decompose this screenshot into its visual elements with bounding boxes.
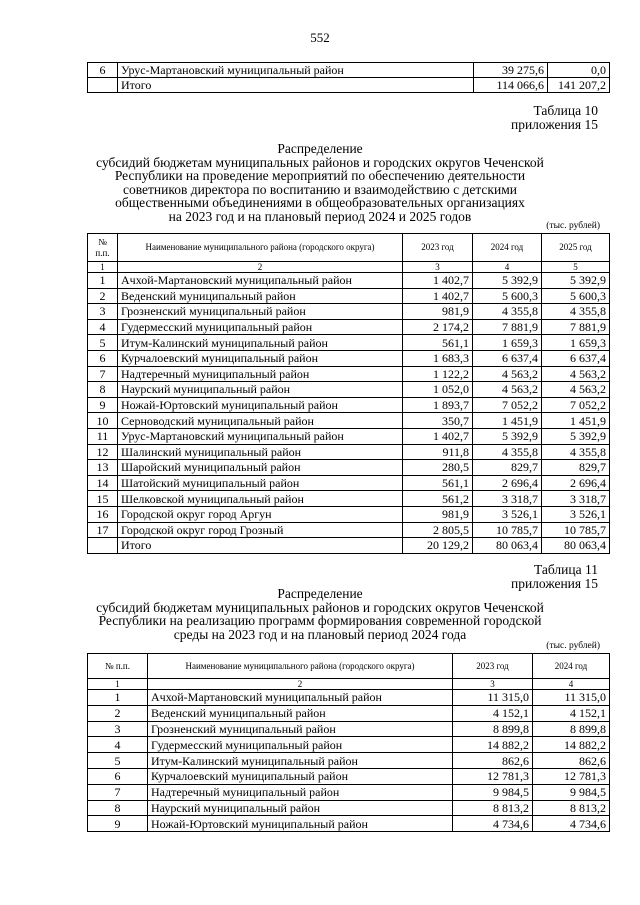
index-cell: 1	[88, 679, 148, 690]
row-value-2023: 2 805,5	[403, 522, 473, 538]
index-cell: 3	[453, 679, 533, 690]
table10-unit: (тыс. рублей)	[546, 221, 600, 231]
table-row	[88, 63, 610, 78]
table-row	[88, 800, 610, 816]
row-value-2024: 1 451,9	[473, 413, 542, 429]
row-value-2023: 981,9	[403, 304, 473, 320]
row-value-2025: 80 063,4	[542, 538, 610, 554]
row-value-2023: 561,1	[403, 475, 473, 491]
row-name: Шелковской муниципальный район	[118, 491, 403, 507]
table11-heading: Распределение субсидий бюджетам муниципальных районов и городских округов Чеченской Республики на реализацию программ формирования современной городской среды на 2023 год и на плановый период 2024 года	[96, 586, 544, 642]
row-value-2024: 4 563,2	[473, 366, 542, 382]
table-row	[88, 428, 610, 444]
row-value-2024: 5 600,3	[473, 288, 542, 304]
row-number: 3	[88, 304, 118, 320]
row-name: Ачхой-Мартановский муниципальный район	[118, 273, 403, 289]
row-value-2023: 561,2	[403, 491, 473, 507]
row-number: 4	[88, 319, 118, 335]
row-value-2025: 1 659,3	[542, 335, 610, 351]
row-value-2024: 4 152,1	[533, 705, 610, 721]
row-value-2024: 4 355,8	[473, 444, 542, 460]
row-value-2025: 4 563,2	[542, 366, 610, 382]
index-cell: 1	[88, 262, 118, 273]
table11-unit: (тыс. рублей)	[546, 641, 600, 651]
row-value-2023: 8 899,8	[453, 721, 533, 737]
row-value-2024: 4 355,8	[473, 304, 542, 320]
row-value-2025: 5 392,9	[542, 273, 610, 289]
row-value-2024: 1 659,3	[473, 335, 542, 351]
row-value-2025: 4 355,8	[542, 444, 610, 460]
row-value-2024: 829,7	[473, 460, 542, 476]
row-name: Городской округ город Грозный	[118, 522, 403, 538]
row-value-2023: 4 734,6	[453, 816, 533, 832]
row-number: 14	[88, 475, 118, 491]
row-number: 8	[88, 800, 148, 816]
row-name: Наурский муниципальный район	[148, 800, 453, 816]
table-row	[88, 319, 610, 335]
row-value-2024: 9 984,5	[533, 784, 610, 800]
row-number: 5	[88, 753, 148, 769]
row-value-2025: 2 696,4	[542, 475, 610, 491]
row-name: Грозненский муниципальный район	[148, 721, 453, 737]
row-name: Курчалоевский муниципальный район	[118, 350, 403, 366]
table-row	[88, 705, 610, 721]
page-number: 552	[310, 30, 330, 45]
row-name: Курчалоевский муниципальный район	[148, 768, 453, 784]
row-name: Гудермесский муниципальный район	[148, 737, 453, 753]
table-row	[88, 366, 610, 382]
row-value-2023: 981,9	[403, 506, 473, 522]
row-value-2024: 2 696,4	[473, 475, 542, 491]
table10-heading: Распределение субсидий бюджетам муниципальных районов и городских округов Чеченской Республики на проведение мероприятий по обеспечению деятельности советников директора по воспитанию и взаимодействию с детскими общественными объединениями в общеобразовательных организациях на 2023 год и на плановый период 2024 и 2025 годов	[96, 141, 544, 224]
table-row	[88, 304, 610, 320]
row-value-2023: 862,6	[453, 753, 533, 769]
row-name: Итум-Калинский муниципальный район	[148, 753, 453, 769]
table-row	[88, 784, 610, 800]
row-value-2023: 9 984,5	[453, 784, 533, 800]
col-header-2024: 2024 год	[473, 234, 542, 262]
row-name: Городской округ город Аргун	[118, 506, 403, 522]
table10-caption: Таблица 10 приложения 15	[510, 103, 598, 132]
row-value-2025: 3 526,1	[542, 506, 610, 522]
table-row	[88, 444, 610, 460]
index-cell: 5	[542, 262, 610, 273]
row-value-2023: 1 402,7	[403, 428, 473, 444]
index-cell: 3	[403, 262, 473, 273]
row-value-2025: 5 392,9	[542, 428, 610, 444]
row-value-2025: 7 881,9	[542, 319, 610, 335]
table-row	[88, 737, 610, 753]
row-number	[88, 78, 118, 93]
row-value-2023: 1 683,3	[403, 350, 473, 366]
row-number: 11	[88, 428, 118, 444]
row-value-2024: 4 734,6	[533, 816, 610, 832]
row-value-2023: 1 402,7	[403, 288, 473, 304]
row-number: 17	[88, 522, 118, 538]
row-number: 4	[88, 737, 148, 753]
row-number: 16	[88, 506, 118, 522]
table11-caption: Таблица 11 приложения 15	[510, 562, 598, 591]
row-number: 13	[88, 460, 118, 476]
row-value-2023: 350,7	[403, 413, 473, 429]
continued-table	[87, 62, 610, 93]
row-value-2024: 6 637,4	[473, 350, 542, 366]
row-value-2025: 7 052,2	[542, 397, 610, 413]
col-header-2023: 2023 год	[403, 234, 473, 262]
row-name: Ачхой-Мартановский муниципальный район	[148, 690, 453, 706]
row-value-2024: 10 785,7	[473, 522, 542, 538]
table-row	[88, 816, 610, 832]
row-number: 6	[88, 768, 148, 784]
col-header-2023: 2023 год	[453, 654, 533, 679]
row-value-2024: 8 813,2	[533, 800, 610, 816]
table-row	[88, 768, 610, 784]
table-row	[88, 475, 610, 491]
row-name: Итум-Калинский муниципальный район	[118, 335, 403, 351]
table-row	[88, 753, 610, 769]
row-value-2025: 6 637,4	[542, 350, 610, 366]
row-value-2023: 1 052,0	[403, 382, 473, 398]
col-header-name: Наименование муниципального района (городского округа)	[118, 234, 403, 262]
row-number	[88, 538, 118, 554]
row-value-2024: 5 392,9	[473, 428, 542, 444]
row-name: Урус-Мартановский муниципальный район	[118, 428, 403, 444]
row-value-2024: 5 392,9	[473, 273, 542, 289]
row-value-2024: 11 315,0	[533, 690, 610, 706]
row-number: 7	[88, 366, 118, 382]
table-row	[88, 382, 610, 398]
row-value: 114 066,6	[474, 78, 548, 93]
col-header-2024: 2024 год	[533, 654, 610, 679]
row-name: Итого	[118, 78, 474, 93]
row-name: Серноводский муниципальный район	[118, 413, 403, 429]
row-value-2024: 3 526,1	[473, 506, 542, 522]
row-number: 6	[88, 350, 118, 366]
table-row	[88, 460, 610, 476]
row-number: 10	[88, 413, 118, 429]
row-name: Ножай-Юртовский муниципальный район	[118, 397, 403, 413]
row-value-2025: 5 600,3	[542, 288, 610, 304]
row-value-2025: 3 318,7	[542, 491, 610, 507]
row-value-2025: 10 785,7	[542, 522, 610, 538]
table11	[87, 653, 610, 832]
row-value-2023: 8 813,2	[453, 800, 533, 816]
table-row	[88, 397, 610, 413]
row-value-2024: 14 882,2	[533, 737, 610, 753]
row-value-2024: 7 881,9	[473, 319, 542, 335]
row-number: 6	[88, 63, 118, 78]
row-value-2023: 4 152,1	[453, 705, 533, 721]
row-name: Веденский муниципальный район	[148, 705, 453, 721]
index-cell: 4	[533, 679, 610, 690]
table10	[87, 233, 610, 554]
table-row	[88, 538, 610, 554]
row-value-2023: 1 122,2	[403, 366, 473, 382]
col-header-num: № п.п.	[88, 654, 148, 679]
row-name: Ножай-Юртовский муниципальный район	[148, 816, 453, 832]
row-value-2025: 829,7	[542, 460, 610, 476]
row-value-2024: 12 781,3	[533, 768, 610, 784]
row-number: 1	[88, 273, 118, 289]
row-value-2023: 911,8	[403, 444, 473, 460]
row-name: Шаройский муниципальный район	[118, 460, 403, 476]
row-number: 12	[88, 444, 118, 460]
row-value-2023: 1 402,7	[403, 273, 473, 289]
col-header-num: № п.п.	[88, 234, 118, 262]
row-name: Грозненский муниципальный район	[118, 304, 403, 320]
table-row	[88, 288, 610, 304]
row-name: Гудермесский муниципальный район	[118, 319, 403, 335]
row-number: 8	[88, 382, 118, 398]
row-value-2025: 4 355,8	[542, 304, 610, 320]
row-value-2023: 12 781,3	[453, 768, 533, 784]
row-value-2023: 280,5	[403, 460, 473, 476]
row-value-2025: 1 451,9	[542, 413, 610, 429]
row-value-2023: 561,1	[403, 335, 473, 351]
row-value: 0,0	[548, 63, 610, 78]
row-name: Надтеречный муниципальный район	[148, 784, 453, 800]
row-value: 141 207,2	[548, 78, 610, 93]
row-number: 2	[88, 705, 148, 721]
index-cell: 4	[473, 262, 542, 273]
table-row	[88, 491, 610, 507]
table-row	[88, 335, 610, 351]
row-value-2025: 4 563,2	[542, 382, 610, 398]
row-value-2023: 2 174,2	[403, 319, 473, 335]
row-name: Шалинский муниципальный район	[118, 444, 403, 460]
table-row	[88, 78, 610, 93]
row-number: 15	[88, 491, 118, 507]
table-row	[88, 690, 610, 706]
row-number: 2	[88, 288, 118, 304]
row-name: Шатойский муниципальный район	[118, 475, 403, 491]
row-name: Итого	[118, 538, 403, 554]
row-value-2024: 3 318,7	[473, 491, 542, 507]
row-value-2023: 11 315,0	[453, 690, 533, 706]
row-number: 9	[88, 397, 118, 413]
row-value-2024: 7 052,2	[473, 397, 542, 413]
row-number: 9	[88, 816, 148, 832]
table-row	[88, 721, 610, 737]
table-row	[88, 350, 610, 366]
table-row	[88, 506, 610, 522]
row-number: 1	[88, 690, 148, 706]
index-cell: 2	[148, 679, 453, 690]
row-number: 7	[88, 784, 148, 800]
row-value-2024: 80 063,4	[473, 538, 542, 554]
row-value-2024: 862,6	[533, 753, 610, 769]
row-name: Наурский муниципальный район	[118, 382, 403, 398]
row-value-2023: 1 893,7	[403, 397, 473, 413]
row-name: Надтеречный муниципальный район	[118, 366, 403, 382]
row-number: 3	[88, 721, 148, 737]
row-value-2023: 14 882,2	[453, 737, 533, 753]
row-value: 39 275,6	[474, 63, 548, 78]
row-name: Урус-Мартановский муниципальный район	[118, 63, 474, 78]
row-value-2024: 4 563,2	[473, 382, 542, 398]
row-number: 5	[88, 335, 118, 351]
row-value-2023: 20 129,2	[403, 538, 473, 554]
col-header-2025: 2025 год	[542, 234, 610, 262]
table-row	[88, 273, 610, 289]
index-cell: 2	[118, 262, 403, 273]
row-value-2024: 8 899,8	[533, 721, 610, 737]
col-header-name: Наименование муниципального района (городского округа)	[148, 654, 453, 679]
row-name: Веденский муниципальный район	[118, 288, 403, 304]
table-row	[88, 522, 610, 538]
table-row	[88, 413, 610, 429]
